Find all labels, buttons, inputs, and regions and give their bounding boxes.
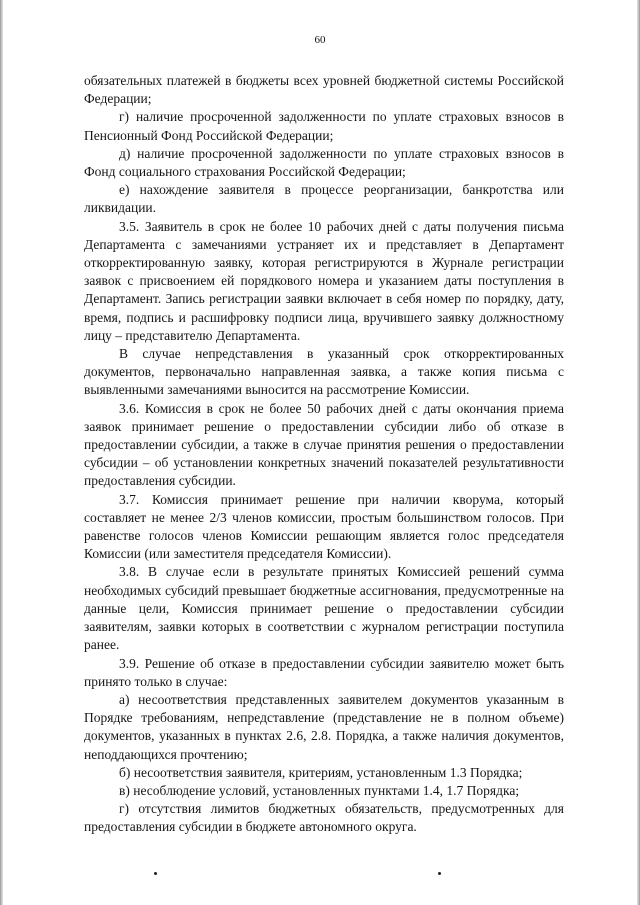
scan-speck: [438, 872, 441, 875]
scan-edge-left: [0, 0, 3, 905]
paragraph-item-e: е) нахождение заявителя в процессе реорганизации, банкротства или ликвидации.: [84, 182, 564, 216]
paragraph-item-d: д) наличие просроченной задолженности по уплате страховых взносов в Фонд социального страхования Российской Федерации;: [84, 145, 564, 180]
scan-speck: [154, 872, 157, 875]
paragraph-3-9-a: а) несоответствия представленных заявителем документов указанным в Порядке требованиям, непредставление (представление не в полном объеме) документов, указанных в пунктах 2.6, 2.8. Порядка, а также наличия документов, неподдающихся прочтению;: [84, 691, 564, 762]
document-body: [84, 72, 564, 837]
paragraph-item-g: г) наличие просроченной задолженности по уплате страховых взносов в Пенсионный Фонд Российской Федерации;: [84, 109, 564, 143]
paragraph-3-8: 3.8. В случае если в результате принятых Комиссией решений сумма необходимых субсидий превышает бюджетные ассигнования, предусмотренные на данные цели, Комиссия принимает решение о предоставлении субсидии заявителям, заявки которых в соответствии с журналом регистрации поступила ранее.: [84, 564, 564, 653]
paragraph-3-5: 3.5. Заявитель в срок не более 10 рабочих дней с даты получения письма Департамента с замечаниями устраняет их и представляет в Департамент откорректированную заявку, которая регистрируются в Журнале регистрации заявок с присвоением ей порядкового номера и указанием даты поступления в Департамент. Запись регистрации заявки включает в себя номер по порядку, дату, время, подпись и расшифровку подписи лица, вручившего заявку должностному лицу – представителю Департамента.: [84, 218, 564, 343]
paragraph-continuation: обязательных платежей в бюджеты всех уровней бюджетной системы Российской Федерации;: [84, 73, 564, 107]
paragraph-3-9-v: в) несоблюдение условий, установленных пунктами 1.4, 1.7 Порядка;: [119, 782, 520, 798]
paragraph-3-7: 3.7. Комиссия принимает решение при наличии кворума, который составляет не менее 2/3 членов комиссии, простым большинством голосов. При равенстве голосов членов Комиссии решающим является голос председателя Комиссии (или заместителя председателя Комиссии).: [84, 491, 564, 562]
page-number: 60: [314, 34, 326, 46]
paragraph-3-5-note: В случае непредставления в указанный срок откорректированных документов, первоначально направленная заявка, а также копия письма с выявленными замечаниями выносится на рассмотрение Комиссии.: [84, 346, 564, 398]
paragraph-3-9: 3.9. Решение об отказе в предоставлении субсидии заявителю может быть принято только в случае:: [84, 655, 564, 689]
paragraph-3-9-b: б) несоответствия заявителя, критериям, установленным 1.3 Порядка;: [119, 764, 523, 780]
paragraph-3-6: 3.6. Комиссия в срок не более 50 рабочих дней с даты окончания приема заявок принимает решение о предоставлении субсидии либо об отказе в предоставлении субсидии, а также в случае принятия решения о предоставлении субсидии – об установлении конкретных значений показателей результативности предоставления субсидии.: [84, 400, 564, 489]
paragraph-3-9-g: г) отсутствия лимитов бюджетных обязательств, предусмотренных для предоставления субсидии в бюджете автономного округа.: [84, 801, 564, 835]
